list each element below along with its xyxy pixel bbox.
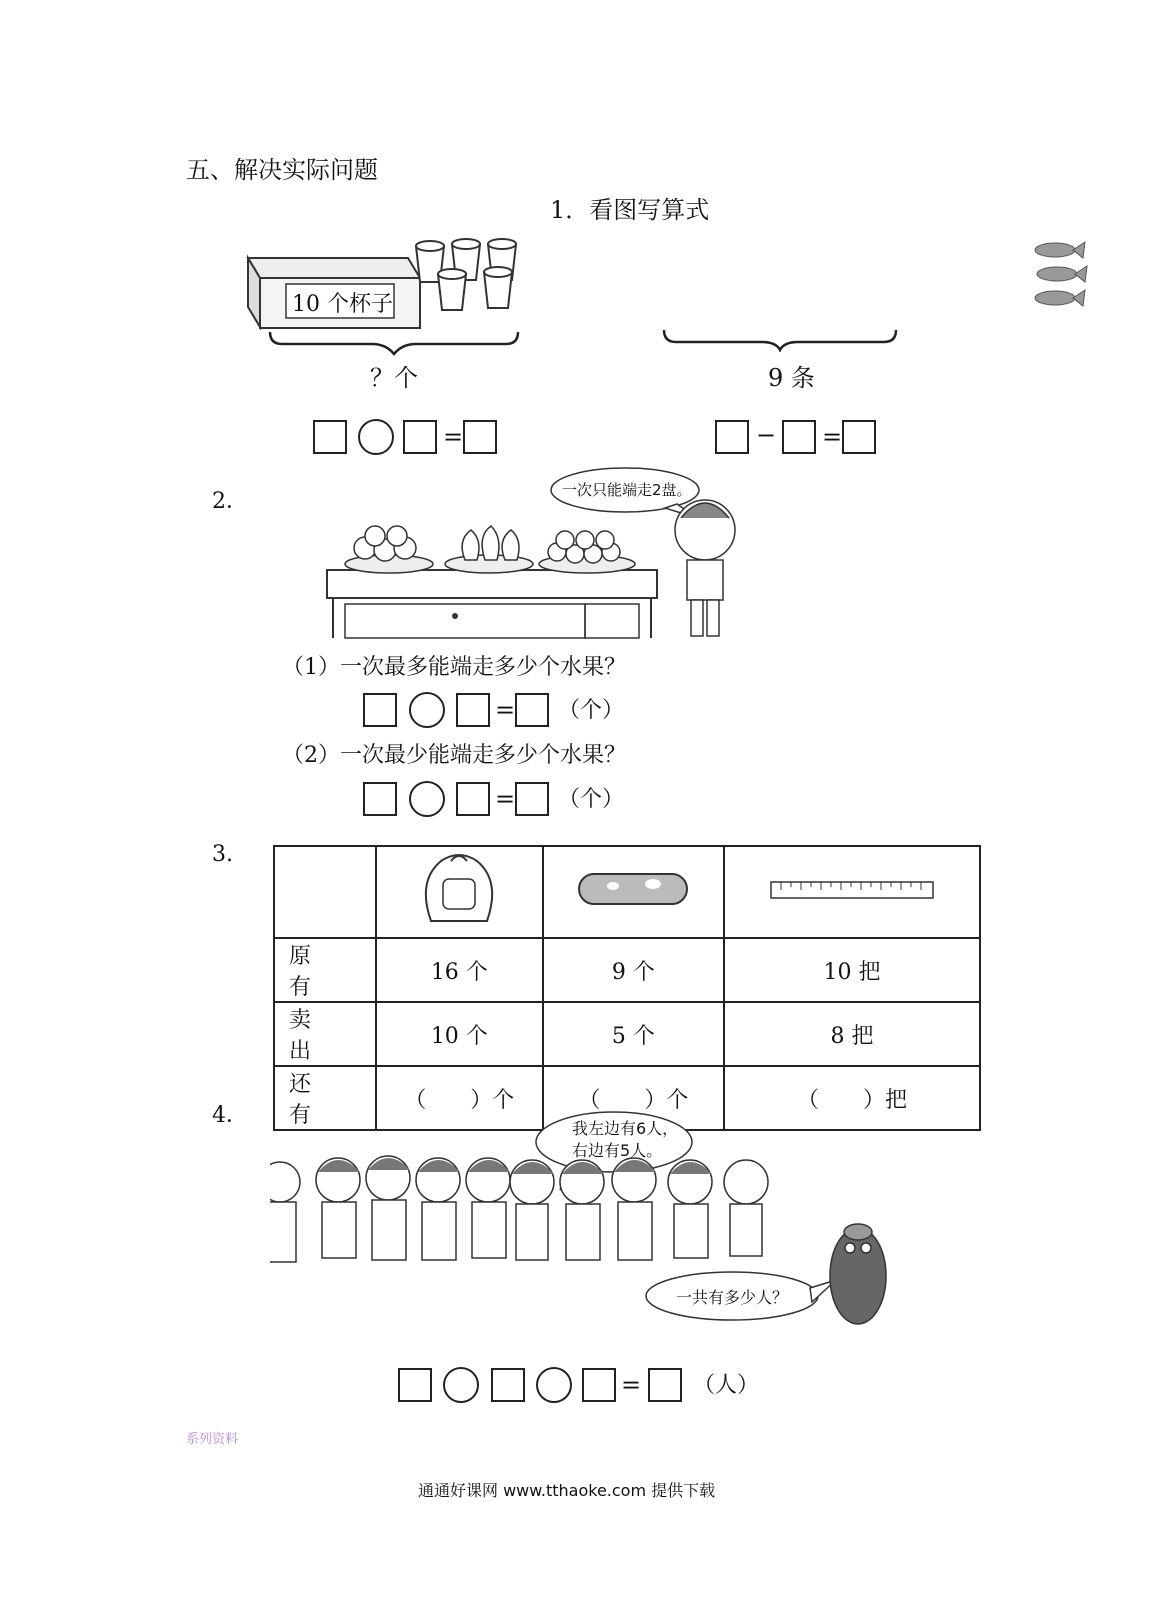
answer-cell[interactable]: （ ）个 [376, 1066, 543, 1130]
answer-cell[interactable]: （ ）个 [543, 1066, 724, 1130]
equals-sign: = [443, 423, 464, 451]
q2-sub1: （1）一次最多能端走多少个水果？ [282, 655, 626, 680]
row-label: 还有 [274, 1066, 376, 1130]
answer-box[interactable] [363, 782, 397, 816]
operator-circle[interactable] [443, 1367, 479, 1403]
operator-circle[interactable] [358, 419, 394, 455]
operator-circle[interactable] [409, 692, 445, 728]
answer-box[interactable] [456, 782, 490, 816]
table-cell: 8 把 [724, 1002, 980, 1066]
speech-bubble-plates: 一次只能端走2盘。 [562, 481, 692, 499]
unit-label: （人） [693, 1373, 760, 1398]
table-cell: 10 把 [724, 938, 980, 1002]
fish-illustration [1025, 238, 1115, 312]
minus-sign: − [756, 421, 777, 449]
backpack-image-cell [376, 846, 543, 938]
backpack-icon [411, 849, 507, 929]
q3-number: 3. [212, 842, 233, 867]
ruler-icon [767, 874, 937, 904]
row-label: 卖出 [274, 1002, 376, 1066]
speech-line: 右边有5人。 [572, 1141, 663, 1160]
table-cell: 9 个 [543, 938, 724, 1002]
equals-sign: = [621, 1371, 642, 1399]
answer-box[interactable] [313, 420, 347, 454]
answer-box[interactable] [515, 782, 549, 816]
answer-box[interactable] [363, 693, 397, 727]
equals-sign: = [495, 696, 516, 724]
table-cell: 10 个 [376, 1002, 543, 1066]
answer-box[interactable] [491, 1368, 525, 1402]
answer-cell[interactable]: （ ）把 [724, 1066, 980, 1130]
right-brace-label: 9 条 [768, 364, 815, 392]
unit-label: （个） [558, 698, 625, 723]
table-cell: 5 个 [543, 1002, 724, 1066]
answer-box[interactable] [715, 420, 749, 454]
answer-box[interactable] [463, 420, 497, 454]
speech-bubble-count [572, 1118, 678, 1162]
ruler-image-cell [724, 846, 980, 938]
box-label: 10 个杯子 [292, 292, 393, 317]
q4-number: 4． [212, 1103, 248, 1128]
answer-box[interactable] [403, 420, 437, 454]
answer-box[interactable] [582, 1368, 616, 1402]
answer-box[interactable] [782, 420, 816, 454]
pencil-case-icon [573, 864, 693, 914]
right-brace [660, 322, 900, 352]
answer-box[interactable] [842, 420, 876, 454]
answer-box[interactable] [515, 693, 549, 727]
speech-bubble-total: 一共有多少人？ [676, 1288, 789, 1307]
answer-box[interactable] [648, 1368, 682, 1402]
page-footer: 通通好课网 www.tthaoke.com 提供下载 [418, 1481, 716, 1500]
q2-number: 2． [212, 489, 248, 514]
pencil-case-image-cell [543, 846, 724, 938]
answer-box[interactable] [398, 1368, 432, 1402]
unit-label: （个） [558, 787, 625, 812]
q1-title: 1．看图写算式 [550, 196, 710, 224]
speech-line: 我左边有6人， [572, 1119, 679, 1138]
equals-sign: = [822, 423, 843, 451]
sales-table [273, 845, 981, 1131]
table-cell: 16 个 [376, 938, 543, 1002]
left-brace-label: ？个 [370, 364, 418, 392]
table-corner [274, 846, 376, 938]
section-title: 五、解决实际问题 [186, 156, 378, 184]
watermark: 系列资料 [186, 1432, 239, 1447]
operator-circle[interactable] [409, 781, 445, 817]
q2-sub2: （2）一次最少能端走多少个水果？ [282, 743, 626, 768]
equals-sign: = [495, 785, 516, 813]
row-label: 原有 [274, 938, 376, 1002]
answer-box[interactable] [456, 693, 490, 727]
operator-circle[interactable] [536, 1367, 572, 1403]
